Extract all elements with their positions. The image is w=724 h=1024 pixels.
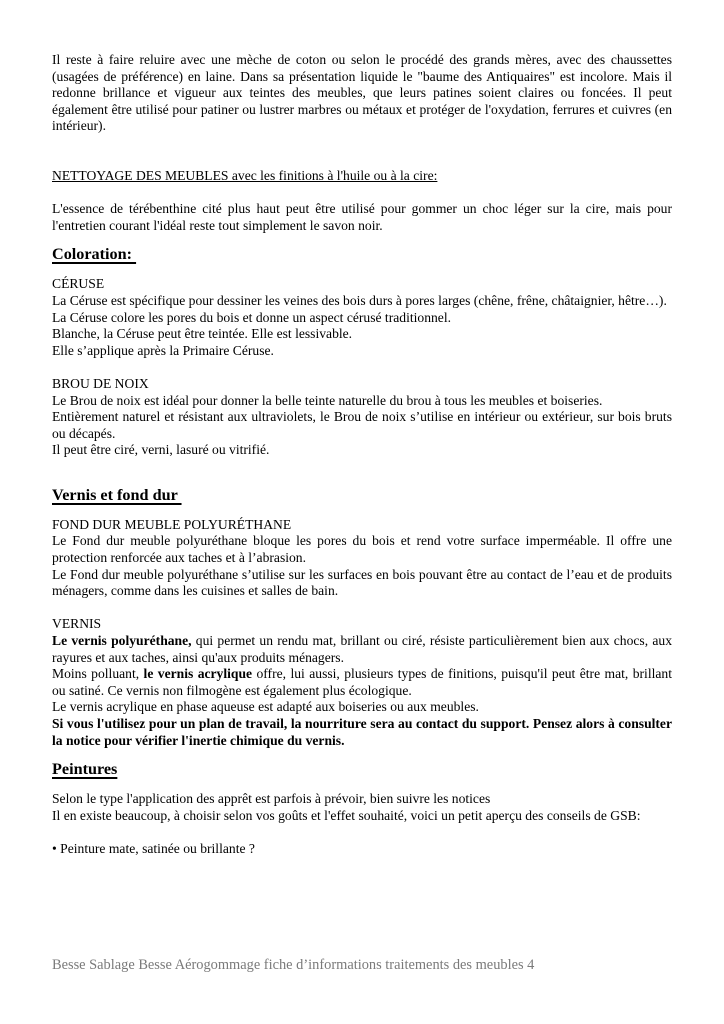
fond-dur-line: Le Fond dur meuble polyuréthane bloque les pores du bois et rend votre surface imperméable. Il offre une protection renforcée aux taches et à l’abrasion. xyxy=(52,533,672,566)
intro-paragraph: Il reste à faire reluire avec une mèche de coton ou selon le procédé des grands mères, avec des chaussettes (usagées de préférence) en laine. Dans sa présentation liquide le "baume des Antiquaires" est incolore. Mais il redonne brillance et vigueur aux teintes des meubles, que leurs patines soient claires ou foncées. Il peut également être utilisé pour patiner ou lustrer marbres ou métaux et protéger de l'oxydation, ferrures et cuivres (en intérieur). xyxy=(52,52,672,134)
peintures-line: Il en existe beaucoup, à choisir selon vos goûts et l'effet souhaité, voici un petit aperçu des conseils de GSB: xyxy=(52,807,641,823)
ceruse-line: La Céruse est spécifique pour dessiner les veines des bois durs à pores larges (chêne, frêne, châtaignier, hêtre…). xyxy=(52,292,667,308)
brou-line: Le Brou de noix est idéal pour donner la belle teinte naturelle du brou à tous les meubles et boiseries. xyxy=(52,392,603,408)
brou-line: Entièrement naturel et résistant aux ultraviolets, le Brou de noix s’utilise en intérieur ou extérieur, sur bois bruts ou décapés. xyxy=(52,409,672,441)
ceruse-line: La Céruse colore les pores du bois et donne un aspect cérusé traditionnel. xyxy=(52,309,451,325)
vernis-line: Le vernis acrylique en phase aqueuse est adapté aux boiseries ou aux meubles. xyxy=(52,699,479,715)
ceruse-line: Elle s’applique après la Primaire Céruse. xyxy=(52,342,274,358)
page-footer: Besse Sablage Besse Aérogommage fiche d’informations traitements des meubles 4 xyxy=(52,957,535,973)
document-page xyxy=(52,52,672,858)
vernis-line xyxy=(52,666,672,699)
vernis-line-text: Moins polluant, xyxy=(52,666,144,682)
brou-line: Il peut être ciré, verni, lasuré ou vitrifié. xyxy=(52,442,270,458)
vernis-acrylique-bold: le vernis acrylique xyxy=(143,666,253,682)
nettoyage-paragraph: L'essence de térébenthine cité plus haut peut être utilisé pour gommer un choc léger sur la cire, mais pour l'entretien courant l'idéal reste tout simplement le savon noir. xyxy=(52,201,672,233)
vernis-polyurethane-bold: Le vernis polyuréthane, xyxy=(52,633,192,649)
vernis-line-text: offre, lui aussi, plusieurs types de finitions, puisqu'il peut être mat, brillant ou satiné. Ce vernis non filmogène est également plus écologique. xyxy=(52,666,672,698)
vernis-warning-text: Si vous l'utilisez pour un plan de travail, la nourriture sera au contact du support. Pensez alors à consulter la notice pour vérifier l'inertie chimique du vernis. xyxy=(52,716,672,748)
peintures-line: Selon le type l'application des apprêt est parfois à prévoir, bien suivre les notices xyxy=(52,791,491,807)
peintures-bullet: • Peinture mate, satinée ou brillante ? xyxy=(52,840,255,856)
nettoyage-title: NETTOYAGE DES MEUBLES avec les finitions à l'huile ou à la cire: xyxy=(52,167,438,183)
ceruse-title: CÉRUSE xyxy=(52,276,105,292)
brou-title: BROU DE NOIX xyxy=(52,375,149,391)
fond-dur-title: FOND DUR MEUBLE POLYURÉTHANE xyxy=(52,516,292,532)
ceruse-line: Blanche, la Céruse peut être teintée. Elle est lessivable. xyxy=(52,326,353,342)
coloration-heading: Coloration: xyxy=(52,245,137,264)
vernis-line xyxy=(52,633,672,666)
vernis-line-text: qui permet un rendu mat, brillant ou ciré, résiste particulièrement bien aux chocs, aux rayures et aux taches, ainsi qu'aux produits ménagers. xyxy=(52,633,672,665)
vernis-heading: Vernis et fond dur xyxy=(52,485,182,504)
vernis-title: VERNIS xyxy=(52,616,102,632)
peintures-heading: Peintures xyxy=(52,760,118,779)
fond-dur-line: Le Fond dur meuble polyuréthane s’utilise sur les surfaces en bois pouvant être au contact de l’eau et de produits ménagers, comme dans les cuisines et salles de bain. xyxy=(52,566,672,599)
vernis-warning xyxy=(52,716,672,749)
